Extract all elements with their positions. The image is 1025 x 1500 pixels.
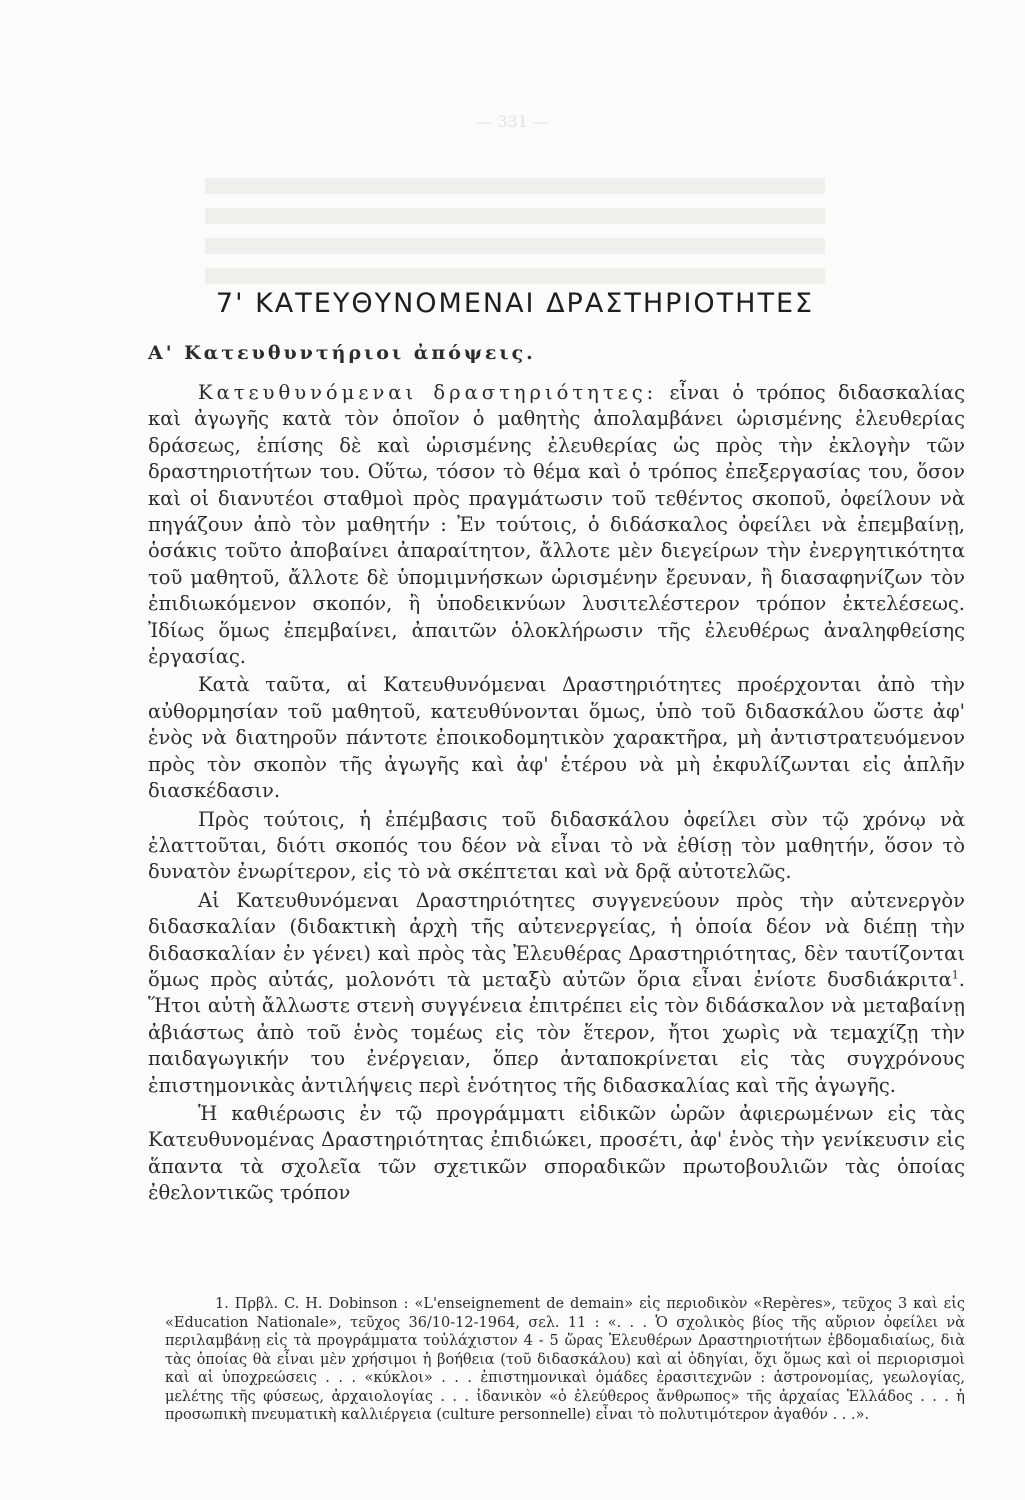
body-text <box>148 380 965 1207</box>
paragraph-text: . Ἥτοι αὐτὴ ἄλλωστε στενὴ συγγένεια ἐπιτρέπει εἰς τὸν διδάσκαλον νὰ μεταβαίνῃ ἀβιάστως ἀπὸ τοῦ ἑνὸς τομέως εἰς τὸν ἕτερον, ἤτοι χωρὶς νὰ τεμαχίζῃ τὴν παιδαγωγικήν του ἐνέργειαν, ὅπερ ἀνταποκρίνεται εἰς τὰς συγχρόνους ἐπιστημονικὰς ἀντιλήψεις περὶ ἑνότητος τῆς διδασκαλίας καὶ τῆς ἀγωγῆς. <box>148 967 965 1097</box>
show-through-line <box>205 208 825 224</box>
section-subtitle: Α' Κατευθυντήριοι ἀπόψεις. <box>148 342 536 364</box>
page-number: — 331 — <box>476 112 549 131</box>
show-through-line <box>205 268 825 284</box>
paragraph: Πρὸς τούτοις, ἡ ἐπέμβασις τοῦ διδασκάλου ὀφείλει σὺν τῷ χρόνῳ νὰ ἐλαττοῦται, διότι σκοπός του δέον νὰ εἶναι τὸ νὰ ἐθίσῃ τὸν μαθητήν, ὅσον τὸ δυνατὸν ἐνωρίτερον, εἰς τὸ νὰ σκέπτεται καὶ νὰ δρᾷ αὐτοτελῶς. <box>148 807 965 884</box>
paragraph: Ἡ καθιέρωσις ἐν τῷ προγράμματι εἰδικῶν ὡρῶν ἀφιερωμένων εἰς τὰς Κατευθυνομένας Δραστηριότητας ἐπιδιώκει, προσέτι, ἀφ' ἑνὸς τὴν γενίκευσιν εἰς ἅπαντα τὰ σχολεῖα τῶν σχετικῶν σποραδικῶν πρωτοβουλιῶν τὰς ὁποίας ἐθελοντικῶς τρόπον <box>148 1101 965 1205</box>
chapter-title: 7' ΚΑΤΕΥΘΥΝΟΜΕΝΑΙ ΔΡΑΣΤΗΡΙΟΤΗΤΕΣ <box>215 288 815 319</box>
show-through-line <box>205 178 825 194</box>
footnote-marker: 1 <box>951 968 959 982</box>
footnote: 1. Πρβλ. C. H. Dobinson : «L'enseignement de demain» εἰς περιοδικὸν «Repères», τεῦχος 3 καὶ εἰς «Education Nationale», τεῦχος 36/10-12-1964, σελ. 11 : «. . . Ὁ σχολικὸς βίος τῆς αὔριον ὀφείλει νὰ περιλαμβάνῃ εἰς τὰ προγράμματα τοὐλάχιστον 4 - 5 ὥρας Ἐλευθέρων Δραστηριοτήτων ἑβδομαδιαίως, διὰ τὰς ὁποίας θὰ εἶναι μὲν χρήσιμοι ἡ βοήθεια (τοῦ διδασκάλου) καὶ αἱ ὁδηγίαι, ὄχι ὅμως καὶ οἱ περιορισμοὶ καὶ αἱ ὑποχρεώσεις . . . «κύκλοι» . . . ἐπιστημονικαὶ ὁμάδες ἐρασιτεχνῶν : ἀστρονομίας, γεωλογίας, μελέτης τῆς φύσεως, ἀρχαιολογίας . . . ἰδανικὸν «ὁ ἐλεύθερος ἄνθρωπος» τῆς ἀρχαίας Ἑλλάδος . . . ἡ προσωπικὴ πνευματικὴ καλλιέργεια (culture personnelle) εἶναι τὸ πολυτιμότερον ἀγαθόν . . .». <box>165 1296 965 1423</box>
defined-term: Κατευθυνόμεναι δραστηριότητες: <box>198 381 658 404</box>
paragraph-text: Αἱ Κατευθυνόμεναι Δραστηριότητες συγγενεύουν πρὸς τὴν αὐτενεργὸν διδασκαλίαν (διδακτικὴ ἀρχὴ τῆς αὐτενεργείας, ἡ ὁποία δέον νὰ διέπῃ τὴν διδασκαλίαν ἐν γένει) καὶ πρὸς τὰς Ἐλευθέρας Δραστηριότητας, δὲν ταυτίζονται ὅμως πρὸς αὐτάς, μολονότι τὰ μεταξὺ αὐτῶν ὅρια εἶναι ἐνίοτε δυσδιάκριτα <box>148 888 965 991</box>
paragraph: Κατὰ ταῦτα, αἱ Κατευθυνόμεναι Δραστηριότητες προέρχονται ἀπὸ τὴν αὐθορμησίαν τοῦ μαθητοῦ, κατευθύνονται ὅμως, ὑπὸ τοῦ διδασκάλου ὥστε ἀφ' ἑνὸς νὰ διατηροῦν πάντοτε ἐποικοδομητικὸν χαρακτῆρα, μὴ ἀντιστρατευόμενον πρὸς τὸν σκοπὸν τῆς ἀγωγῆς καὶ ἀφ' ἑτέρου νὰ μὴ ἐκφυλίζωνται εἰς ἁπλῆν διασκέδασιν. <box>148 673 965 803</box>
paragraph <box>148 888 965 1099</box>
show-through-line <box>205 238 825 254</box>
paragraph <box>148 380 965 670</box>
paragraph-text: εἶναι ὁ τρόπος διδασκαλίας καὶ ἀγωγῆς κατὰ τὸν ὁποῖον ὁ μαθητὴς ἀπολαμβάνει ὡρισμένης ἐλευθερίας δράσεως, ἐπίσης δὲ καὶ ὡρισμένης ἐλευθερίας ὡς πρὸς τὴν ἐκλογὴν τῶν δραστηριοτήτων του. Οὕτω, τόσον τὸ θέμα καὶ ὁ τρόπος ἐπεξεργασίας του, ὅσον καὶ οἱ διανυτέοι σταθμοὶ πρὸς πραγμάτωσιν τοῦ τεθέντος σκοποῦ, ὀφείλουν νὰ πηγάζουν ἀπὸ τὸν μαθητήν : Ἐν τούτοις, ὁ διδάσκαλος ὀφείλει νὰ ἐπεμβαίνῃ, ὁσάκις τοῦτο ἀποβαίνει ἀπαραίτητον, ἄλλοτε μὲν διεγείρων τὴν ἐνεργητικότητα τοῦ μαθητοῦ, ἄλλοτε δὲ ὑπομιμνήσκων ὡρισμένην ἔρευναν, ἢ διασαφηνίζων τὸν ἐπιδιωκόμενον σκοπόν, ἢ ὑποδεικνύων λυσιτελέστερον τρόπον ἐκτελέσεως. Ἰδίως ὅμως ἐπεμβαίνει, ἀπαιτῶν ὁλοκλήρωσιν τῆς ἐλευθέρως ἀναληφθείσης ἐργασίας. <box>148 381 966 669</box>
